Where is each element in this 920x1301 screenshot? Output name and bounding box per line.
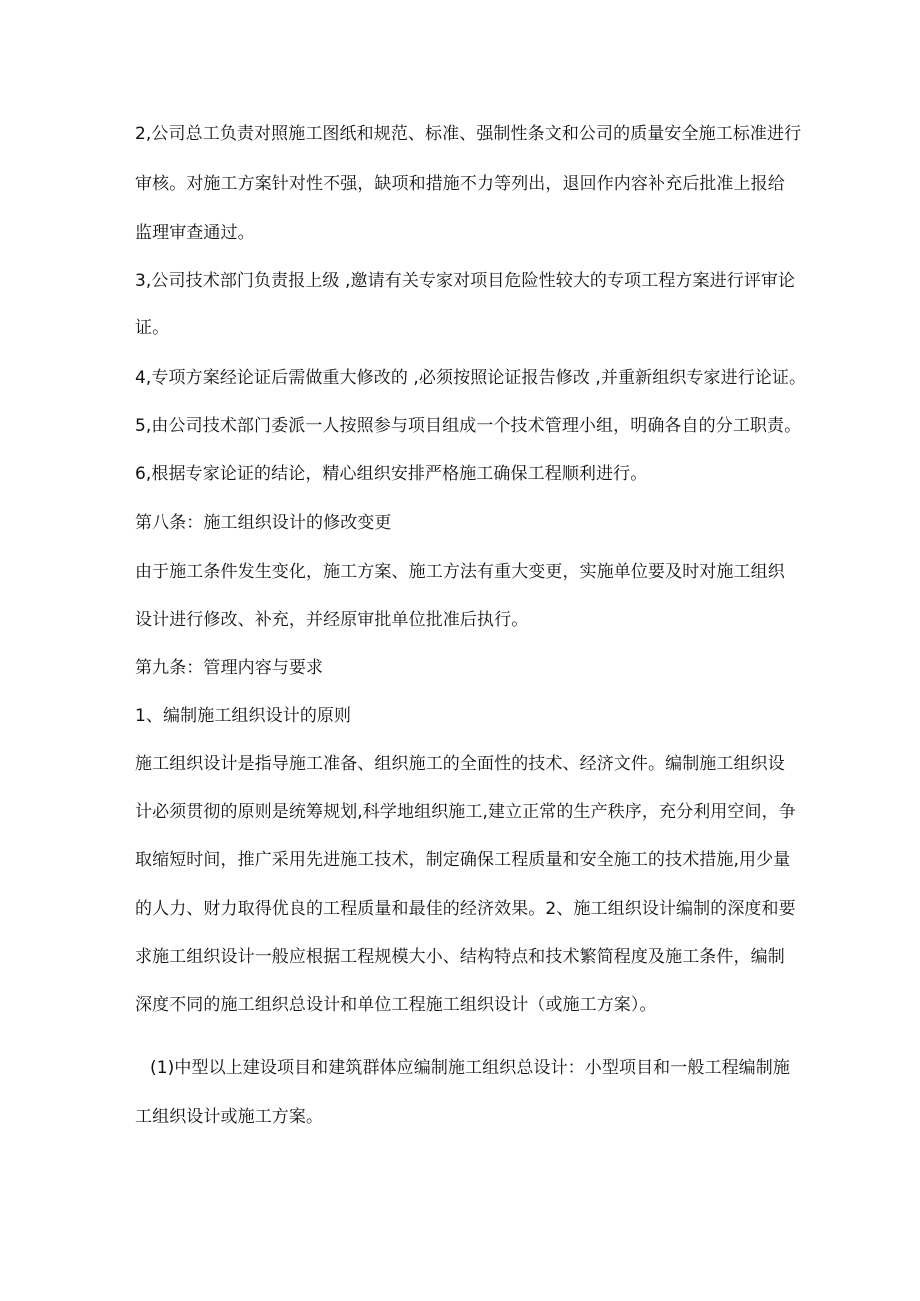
section-heading: 第九条：管理内容与要求 (135, 658, 324, 678)
paragraph-line: 监理审查通过。 (135, 223, 255, 243)
paragraph-line: 的人力、财力取得优良的工程质量和最佳的经济效果。2、施工组织设计编制的深度和要 (135, 899, 796, 919)
list-item: (1)中型以上建设项目和建筑群体应编制施工组织总设计：小型项目和一般工程编制施 (150, 1058, 790, 1078)
paragraph-line: 施工组织设计是指导施工准备、组织施工的全面性的技术、经济文件。编制施工组织设 (135, 754, 785, 774)
paragraph-line: 由于施工条件发生变化，施工方案、施工方法有重大变更，实施单位要及时对施工组织 (135, 562, 785, 582)
paragraph-line: 2,公司总工负责对照施工图纸和规范、标准、强制性条文和公司的质量安全施工标准进行 (135, 124, 802, 144)
paragraph-line: 6,根据专家论证的结论，精心组织安排严格施工确保工程顺利进行。 (135, 464, 648, 484)
paragraph-line: 4,专项方案经论证后需做重大修改的 ,必须按照论证报告修改 ,并重新组织专家进行论证。 (135, 368, 807, 388)
subsection-heading: 1、编制施工组织设计的原则 (135, 706, 352, 726)
section-heading: 第八条：施工组织设计的修改变更 (135, 513, 392, 533)
paragraph-line: 计必须贯彻的原则是统筹规划,科学地组织施工,建立正常的生产秩序，充分利用空间，争 (135, 802, 796, 822)
paragraph-line: 求施工组织设计一般应根据工程规模大小、结构特点和技术繁简程度及施工条件，编制 (135, 947, 785, 967)
paragraph-line: 审核。对施工方案针对性不强，缺项和措施不力等列出，退回作内容补充后批准上报给 (135, 174, 785, 194)
paragraph-line: 设计进行修改、补充，并经原审批单位批准后执行。 (135, 610, 529, 630)
paragraph-line: 深度不同的施工组织总设计和单位工程施工组织设计（或施工方案）。 (135, 995, 657, 1015)
paragraph-line: 证。 (135, 318, 170, 338)
paragraph-line: 取缩短时间，推广采用先进施工技术，制定确保工程质量和安全施工的技术措施,用少量 (135, 850, 791, 870)
paragraph-line: 3,公司技术部门负责报上级 ,邀请有关专家对项目危险性较大的专项工程方案进行评审论 (135, 271, 796, 291)
paragraph-line: 工组织设计或施工方案。 (135, 1107, 324, 1127)
paragraph-line: 5,由公司技术部门委派一人按照参与项目组成一个技术管理小组，明确各自的分工职责。 (135, 416, 802, 436)
